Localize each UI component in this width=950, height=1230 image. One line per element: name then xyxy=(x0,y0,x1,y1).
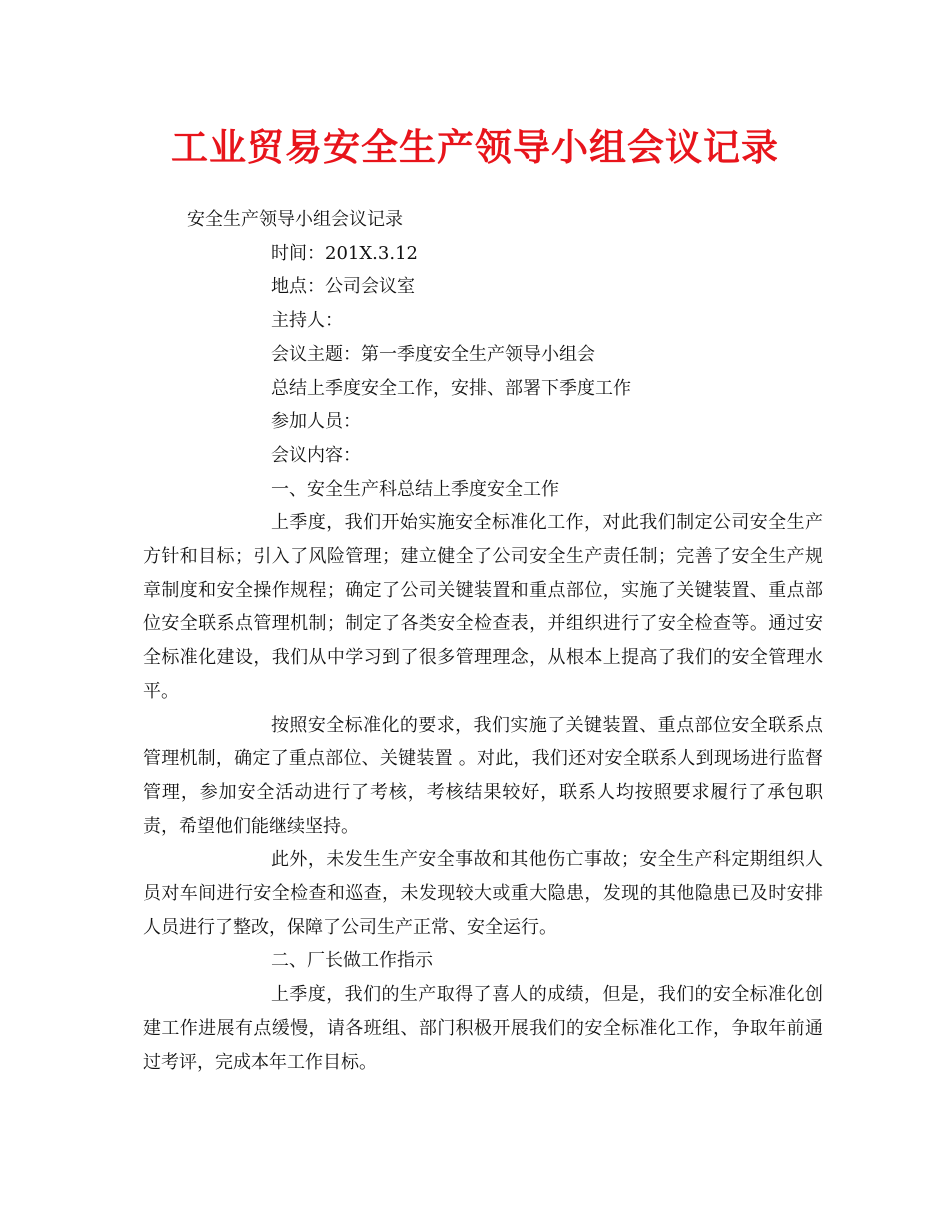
meeting-host: 主持人： xyxy=(271,310,343,332)
meeting-content-label: 会议内容： xyxy=(271,444,361,466)
meeting-time: 时间：201X.3.12 xyxy=(271,242,418,264)
section-1-paragraph: 此外，未发生生产安全事故和其他伤亡事故；安全生产科定期组织人员对车间进行安全检查和巡查，未发现较大或重大隐患，发现的其他隐患已及时安排人员进行了整改，保障了公司生产正常、安全运行。 xyxy=(143,849,823,938)
meeting-location: 地点：公司会议室 xyxy=(271,276,415,298)
section-1-paragraph: 上季度，我们开始实施安全标准化工作，对此我们制定公司安全生产方针和目标；引入了风险管理；建立健全了公司安全生产责任制；完善了安全生产规章制度和安全操作规程；确定了公司关键装置和重点部位，实施了关键装置、重点部位安全联系点管理机制；制定了各类安全检查表，并组织进行了安全检查等。通过安全标准化建设，我们从中学习到了很多管理理念，从根本上提高了我们的安全管理水平。 xyxy=(143,512,823,702)
section-1-paragraph: 按照安全标准化的要求，我们实施了关键装置、重点部位安全联系点管理机制，确定了重点部位、关键装置 。对此，我们还对安全联系人到现场进行监督管理，参加安全活动进行了考核，考核结果较好，联系人均按照要求履行了承包职责，希望他们能继续坚持。 xyxy=(143,714,823,837)
meeting-topic: 会议主题：第一季度安全生产领导小组会 xyxy=(271,343,595,365)
section-2-heading: 二、厂长做工作指示 xyxy=(271,950,433,972)
document-body xyxy=(143,203,823,1079)
meeting-topic-detail: 总结上季度安全工作，安排、部署下季度工作 xyxy=(271,377,631,399)
document-title: 工业贸易安全生产领导小组会议记录 xyxy=(171,125,779,169)
section-2-paragraph: 上季度，我们的生产取得了喜人的成绩，但是，我们的安全标准化创建工作进展有点缓慢，请各班组、部门积极开展我们的安全标准化工作，争取年前通过考评，完成本年工作目标。 xyxy=(143,984,823,1073)
meeting-record-subtitle: 安全生产领导小组会议记录 xyxy=(187,209,403,230)
section-1-heading: 一、安全生产科总结上季度安全工作 xyxy=(271,478,559,500)
meeting-attendees: 参加人员： xyxy=(271,411,361,433)
